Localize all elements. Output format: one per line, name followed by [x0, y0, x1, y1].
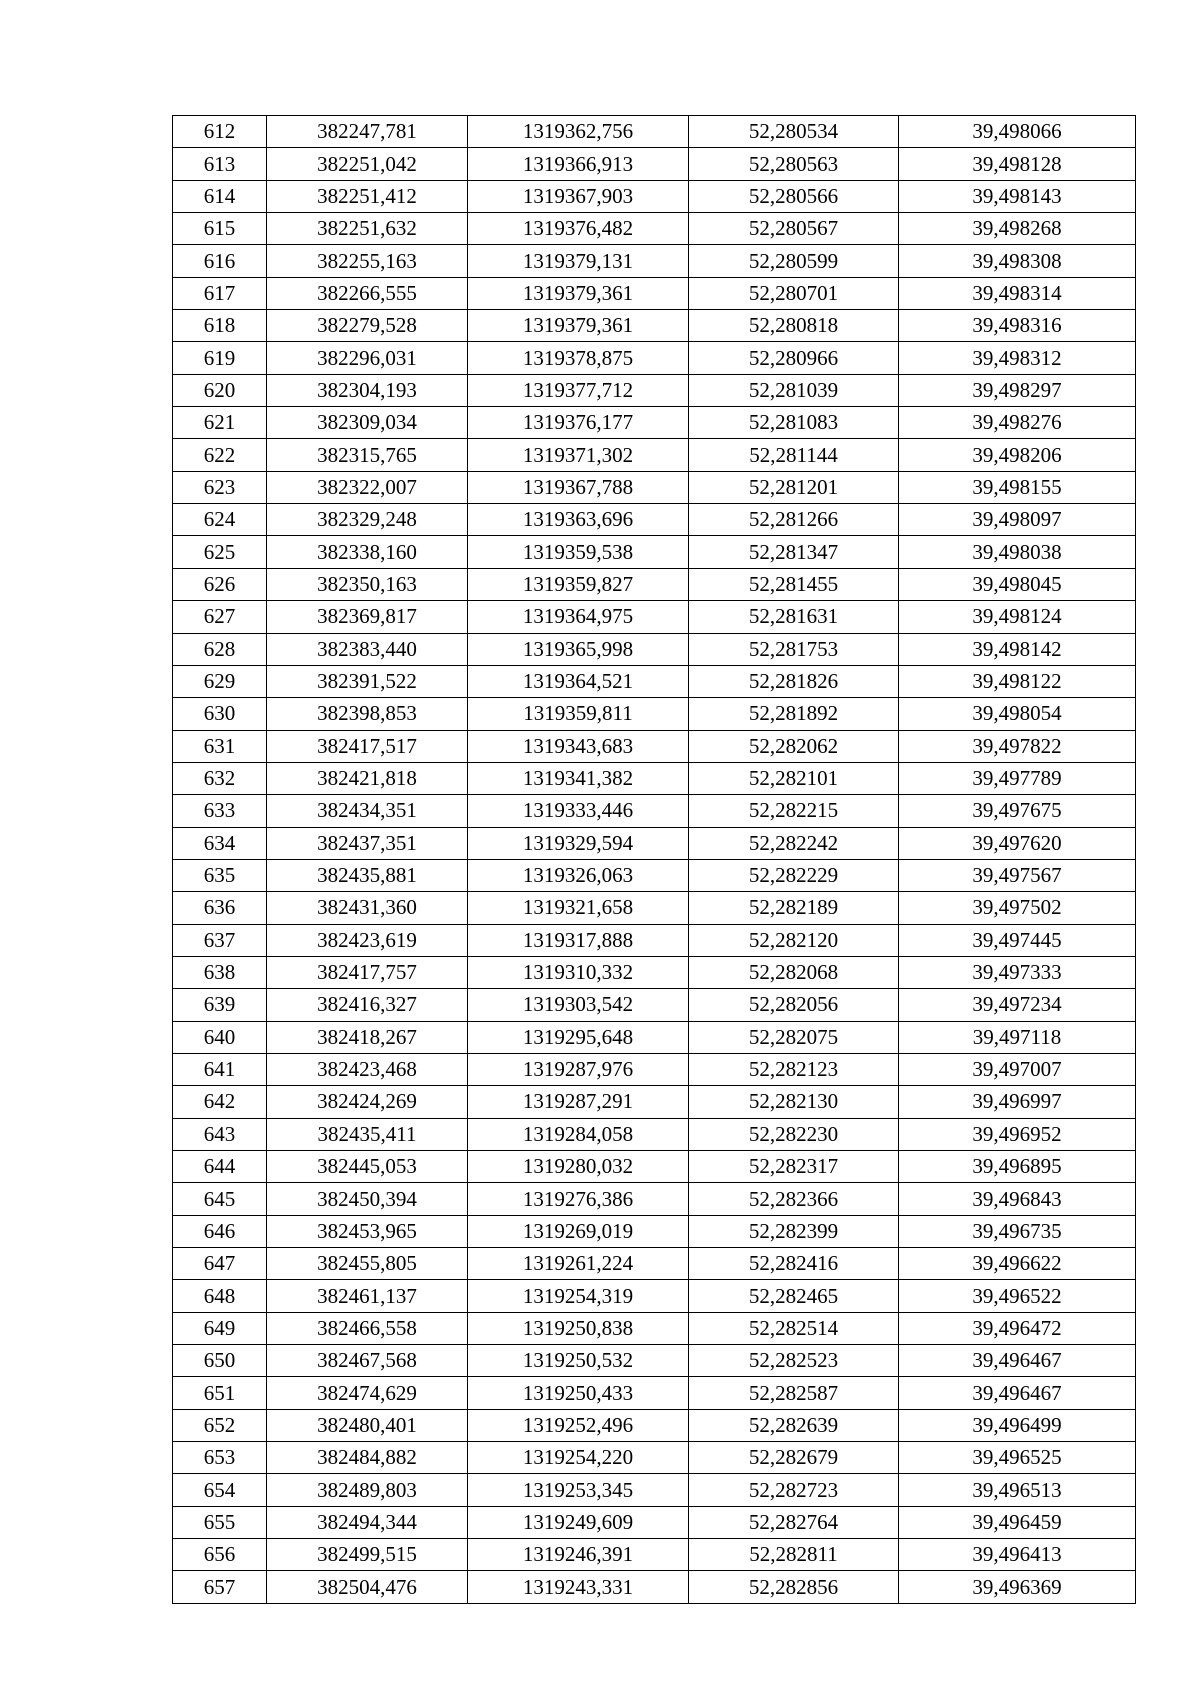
longitude-cell: 39,498066	[899, 116, 1136, 148]
latitude-cell: 52,280818	[689, 310, 899, 342]
x-coordinate-cell: 382416,327	[267, 989, 468, 1021]
longitude-cell: 39,498045	[899, 568, 1136, 600]
y-coordinate-cell: 1319365,998	[468, 633, 689, 665]
y-coordinate-cell: 1319254,319	[468, 1280, 689, 1312]
y-coordinate-cell: 1319376,177	[468, 407, 689, 439]
coordinates-table-body	[173, 116, 1136, 1604]
longitude-cell: 39,496472	[899, 1312, 1136, 1344]
x-coordinate-cell: 382423,619	[267, 924, 468, 956]
table-row	[173, 504, 1136, 536]
longitude-cell: 39,498308	[899, 245, 1136, 277]
x-coordinate-cell: 382445,053	[267, 1151, 468, 1183]
y-coordinate-cell: 1319321,658	[468, 892, 689, 924]
longitude-cell: 39,496622	[899, 1248, 1136, 1280]
latitude-cell: 52,282317	[689, 1151, 899, 1183]
table-row	[173, 116, 1136, 148]
latitude-cell: 52,282523	[689, 1345, 899, 1377]
latitude-cell: 52,280534	[689, 116, 899, 148]
table-row	[173, 536, 1136, 568]
point-number-cell: 632	[173, 762, 267, 794]
latitude-cell: 52,282679	[689, 1442, 899, 1474]
x-coordinate-cell: 382424,269	[267, 1086, 468, 1118]
y-coordinate-cell: 1319359,538	[468, 536, 689, 568]
point-number-cell: 636	[173, 892, 267, 924]
x-coordinate-cell: 382423,468	[267, 1053, 468, 1085]
x-coordinate-cell: 382453,965	[267, 1215, 468, 1247]
point-number-cell: 645	[173, 1183, 267, 1215]
point-number-cell: 637	[173, 924, 267, 956]
table-row	[173, 1474, 1136, 1506]
y-coordinate-cell: 1319371,302	[468, 439, 689, 471]
longitude-cell: 39,497822	[899, 730, 1136, 762]
x-coordinate-cell: 382309,034	[267, 407, 468, 439]
latitude-cell: 52,281083	[689, 407, 899, 439]
longitude-cell: 39,497333	[899, 956, 1136, 988]
longitude-cell: 39,497118	[899, 1021, 1136, 1053]
point-number-cell: 620	[173, 374, 267, 406]
table-row	[173, 439, 1136, 471]
table-row	[173, 795, 1136, 827]
table-row	[173, 698, 1136, 730]
x-coordinate-cell: 382251,042	[267, 148, 468, 180]
table-row	[173, 1118, 1136, 1150]
longitude-cell: 39,497789	[899, 762, 1136, 794]
longitude-cell: 39,497007	[899, 1053, 1136, 1085]
longitude-cell: 39,496499	[899, 1409, 1136, 1441]
longitude-cell: 39,497675	[899, 795, 1136, 827]
longitude-cell: 39,498124	[899, 601, 1136, 633]
y-coordinate-cell: 1319341,382	[468, 762, 689, 794]
table-row	[173, 277, 1136, 309]
x-coordinate-cell: 382247,781	[267, 116, 468, 148]
longitude-cell: 39,496513	[899, 1474, 1136, 1506]
y-coordinate-cell: 1319303,542	[468, 989, 689, 1021]
x-coordinate-cell: 382431,360	[267, 892, 468, 924]
point-number-cell: 653	[173, 1442, 267, 1474]
x-coordinate-cell: 382304,193	[267, 374, 468, 406]
x-coordinate-cell: 382450,394	[267, 1183, 468, 1215]
point-number-cell: 656	[173, 1539, 267, 1571]
point-number-cell: 626	[173, 568, 267, 600]
coordinates-table	[172, 115, 1136, 1604]
latitude-cell: 52,282230	[689, 1118, 899, 1150]
longitude-cell: 39,498143	[899, 180, 1136, 212]
y-coordinate-cell: 1319269,019	[468, 1215, 689, 1247]
table-row	[173, 1312, 1136, 1344]
latitude-cell: 52,282056	[689, 989, 899, 1021]
table-row	[173, 213, 1136, 245]
table-row	[173, 374, 1136, 406]
latitude-cell: 52,282723	[689, 1474, 899, 1506]
y-coordinate-cell: 1319376,482	[468, 213, 689, 245]
y-coordinate-cell: 1319310,332	[468, 956, 689, 988]
y-coordinate-cell: 1319261,224	[468, 1248, 689, 1280]
y-coordinate-cell: 1319276,386	[468, 1183, 689, 1215]
point-number-cell: 644	[173, 1151, 267, 1183]
latitude-cell: 52,282399	[689, 1215, 899, 1247]
longitude-cell: 39,496467	[899, 1377, 1136, 1409]
longitude-cell: 39,498054	[899, 698, 1136, 730]
y-coordinate-cell: 1319252,496	[468, 1409, 689, 1441]
longitude-cell: 39,496369	[899, 1571, 1136, 1603]
y-coordinate-cell: 1319250,532	[468, 1345, 689, 1377]
table-row	[173, 989, 1136, 1021]
x-coordinate-cell: 382435,411	[267, 1118, 468, 1150]
table-row	[173, 407, 1136, 439]
latitude-cell: 52,280566	[689, 180, 899, 212]
y-coordinate-cell: 1319246,391	[468, 1539, 689, 1571]
longitude-cell: 39,498314	[899, 277, 1136, 309]
x-coordinate-cell: 382369,817	[267, 601, 468, 633]
table-row	[173, 892, 1136, 924]
x-coordinate-cell: 382461,137	[267, 1280, 468, 1312]
table-row	[173, 1248, 1136, 1280]
longitude-cell: 39,496735	[899, 1215, 1136, 1247]
point-number-cell: 613	[173, 148, 267, 180]
x-coordinate-cell: 382484,882	[267, 1442, 468, 1474]
longitude-cell: 39,498268	[899, 213, 1136, 245]
latitude-cell: 52,281039	[689, 374, 899, 406]
table-row	[173, 1280, 1136, 1312]
table-row	[173, 180, 1136, 212]
y-coordinate-cell: 1319379,361	[468, 277, 689, 309]
point-number-cell: 633	[173, 795, 267, 827]
y-coordinate-cell: 1319364,975	[468, 601, 689, 633]
longitude-cell: 39,497620	[899, 827, 1136, 859]
x-coordinate-cell: 382279,528	[267, 310, 468, 342]
latitude-cell: 52,281753	[689, 633, 899, 665]
point-number-cell: 642	[173, 1086, 267, 1118]
y-coordinate-cell: 1319250,838	[468, 1312, 689, 1344]
point-number-cell: 615	[173, 213, 267, 245]
y-coordinate-cell: 1319362,756	[468, 116, 689, 148]
point-number-cell: 640	[173, 1021, 267, 1053]
table-row	[173, 859, 1136, 891]
point-number-cell: 612	[173, 116, 267, 148]
point-number-cell: 654	[173, 1474, 267, 1506]
point-number-cell: 625	[173, 536, 267, 568]
latitude-cell: 52,282215	[689, 795, 899, 827]
y-coordinate-cell: 1319250,433	[468, 1377, 689, 1409]
latitude-cell: 52,282130	[689, 1086, 899, 1118]
point-number-cell: 641	[173, 1053, 267, 1085]
point-number-cell: 648	[173, 1280, 267, 1312]
longitude-cell: 39,496952	[899, 1118, 1136, 1150]
point-number-cell: 650	[173, 1345, 267, 1377]
x-coordinate-cell: 382504,476	[267, 1571, 468, 1603]
point-number-cell: 629	[173, 665, 267, 697]
latitude-cell: 52,281266	[689, 504, 899, 536]
x-coordinate-cell: 382466,558	[267, 1312, 468, 1344]
table-row	[173, 1215, 1136, 1247]
table-row	[173, 568, 1136, 600]
y-coordinate-cell: 1319243,331	[468, 1571, 689, 1603]
y-coordinate-cell: 1319379,131	[468, 245, 689, 277]
table-row	[173, 827, 1136, 859]
longitude-cell: 39,496413	[899, 1539, 1136, 1571]
latitude-cell: 52,282101	[689, 762, 899, 794]
longitude-cell: 39,496522	[899, 1280, 1136, 1312]
y-coordinate-cell: 1319287,976	[468, 1053, 689, 1085]
latitude-cell: 52,281892	[689, 698, 899, 730]
y-coordinate-cell: 1319359,827	[468, 568, 689, 600]
table-row	[173, 1053, 1136, 1085]
x-coordinate-cell: 382437,351	[267, 827, 468, 859]
longitude-cell: 39,497567	[899, 859, 1136, 891]
x-coordinate-cell: 382421,818	[267, 762, 468, 794]
x-coordinate-cell: 382435,881	[267, 859, 468, 891]
x-coordinate-cell: 382255,163	[267, 245, 468, 277]
table-row	[173, 1086, 1136, 1118]
y-coordinate-cell: 1319254,220	[468, 1442, 689, 1474]
point-number-cell: 621	[173, 407, 267, 439]
y-coordinate-cell: 1319367,903	[468, 180, 689, 212]
x-coordinate-cell: 382499,515	[267, 1539, 468, 1571]
latitude-cell: 52,280599	[689, 245, 899, 277]
x-coordinate-cell: 382434,351	[267, 795, 468, 827]
x-coordinate-cell: 382418,267	[267, 1021, 468, 1053]
point-number-cell: 627	[173, 601, 267, 633]
point-number-cell: 652	[173, 1409, 267, 1441]
longitude-cell: 39,498097	[899, 504, 1136, 536]
longitude-cell: 39,496459	[899, 1506, 1136, 1538]
latitude-cell: 52,282189	[689, 892, 899, 924]
latitude-cell: 52,281144	[689, 439, 899, 471]
longitude-cell: 39,498128	[899, 148, 1136, 180]
point-number-cell: 628	[173, 633, 267, 665]
longitude-cell: 39,496467	[899, 1345, 1136, 1377]
y-coordinate-cell: 1319367,788	[468, 471, 689, 503]
table-row	[173, 1442, 1136, 1474]
point-number-cell: 639	[173, 989, 267, 1021]
table-row	[173, 471, 1136, 503]
longitude-cell: 39,498155	[899, 471, 1136, 503]
longitude-cell: 39,498142	[899, 633, 1136, 665]
y-coordinate-cell: 1319287,291	[468, 1086, 689, 1118]
table-row	[173, 633, 1136, 665]
table-row	[173, 1345, 1136, 1377]
y-coordinate-cell: 1319280,032	[468, 1151, 689, 1183]
longitude-cell: 39,498038	[899, 536, 1136, 568]
point-number-cell: 651	[173, 1377, 267, 1409]
longitude-cell: 39,498297	[899, 374, 1136, 406]
latitude-cell: 52,282514	[689, 1312, 899, 1344]
longitude-cell: 39,498312	[899, 342, 1136, 374]
latitude-cell: 52,282764	[689, 1506, 899, 1538]
y-coordinate-cell: 1319326,063	[468, 859, 689, 891]
point-number-cell: 616	[173, 245, 267, 277]
table-row	[173, 665, 1136, 697]
point-number-cell: 634	[173, 827, 267, 859]
point-number-cell: 649	[173, 1312, 267, 1344]
longitude-cell: 39,496997	[899, 1086, 1136, 1118]
latitude-cell: 52,282639	[689, 1409, 899, 1441]
x-coordinate-cell: 382251,412	[267, 180, 468, 212]
point-number-cell: 635	[173, 859, 267, 891]
longitude-cell: 39,498122	[899, 665, 1136, 697]
longitude-cell: 39,497445	[899, 924, 1136, 956]
y-coordinate-cell: 1319366,913	[468, 148, 689, 180]
x-coordinate-cell: 382315,765	[267, 439, 468, 471]
latitude-cell: 52,280701	[689, 277, 899, 309]
latitude-cell: 52,281201	[689, 471, 899, 503]
latitude-cell: 52,282075	[689, 1021, 899, 1053]
latitude-cell: 52,280966	[689, 342, 899, 374]
longitude-cell: 39,498276	[899, 407, 1136, 439]
latitude-cell: 52,281826	[689, 665, 899, 697]
y-coordinate-cell: 1319317,888	[468, 924, 689, 956]
x-coordinate-cell: 382489,803	[267, 1474, 468, 1506]
table-row	[173, 148, 1136, 180]
latitude-cell: 52,282120	[689, 924, 899, 956]
y-coordinate-cell: 1319379,361	[468, 310, 689, 342]
latitude-cell: 52,282062	[689, 730, 899, 762]
table-row	[173, 1571, 1136, 1603]
table-row	[173, 1409, 1136, 1441]
x-coordinate-cell: 382350,163	[267, 568, 468, 600]
point-number-cell: 624	[173, 504, 267, 536]
point-number-cell: 623	[173, 471, 267, 503]
latitude-cell: 52,282229	[689, 859, 899, 891]
x-coordinate-cell: 382474,629	[267, 1377, 468, 1409]
x-coordinate-cell: 382329,248	[267, 504, 468, 536]
longitude-cell: 39,496525	[899, 1442, 1136, 1474]
x-coordinate-cell: 382322,007	[267, 471, 468, 503]
point-number-cell: 646	[173, 1215, 267, 1247]
latitude-cell: 52,281347	[689, 536, 899, 568]
latitude-cell: 52,282587	[689, 1377, 899, 1409]
x-coordinate-cell: 382494,344	[267, 1506, 468, 1538]
y-coordinate-cell: 1319253,345	[468, 1474, 689, 1506]
table-row	[173, 342, 1136, 374]
latitude-cell: 52,282856	[689, 1571, 899, 1603]
point-number-cell: 638	[173, 956, 267, 988]
x-coordinate-cell: 382338,160	[267, 536, 468, 568]
point-number-cell: 617	[173, 277, 267, 309]
point-number-cell: 622	[173, 439, 267, 471]
longitude-cell: 39,497502	[899, 892, 1136, 924]
x-coordinate-cell: 382266,555	[267, 277, 468, 309]
y-coordinate-cell: 1319284,058	[468, 1118, 689, 1150]
longitude-cell: 39,498316	[899, 310, 1136, 342]
point-number-cell: 630	[173, 698, 267, 730]
y-coordinate-cell: 1319249,609	[468, 1506, 689, 1538]
point-number-cell: 647	[173, 1248, 267, 1280]
y-coordinate-cell: 1319359,811	[468, 698, 689, 730]
x-coordinate-cell: 382251,632	[267, 213, 468, 245]
point-number-cell: 618	[173, 310, 267, 342]
table-row	[173, 1183, 1136, 1215]
latitude-cell: 52,282123	[689, 1053, 899, 1085]
y-coordinate-cell: 1319295,648	[468, 1021, 689, 1053]
longitude-cell: 39,498206	[899, 439, 1136, 471]
point-number-cell: 643	[173, 1118, 267, 1150]
y-coordinate-cell: 1319329,594	[468, 827, 689, 859]
latitude-cell: 52,282366	[689, 1183, 899, 1215]
longitude-cell: 39,496895	[899, 1151, 1136, 1183]
y-coordinate-cell: 1319343,683	[468, 730, 689, 762]
y-coordinate-cell: 1319377,712	[468, 374, 689, 406]
x-coordinate-cell: 382398,853	[267, 698, 468, 730]
x-coordinate-cell: 382296,031	[267, 342, 468, 374]
x-coordinate-cell: 382391,522	[267, 665, 468, 697]
x-coordinate-cell: 382417,757	[267, 956, 468, 988]
latitude-cell: 52,282465	[689, 1280, 899, 1312]
y-coordinate-cell: 1319363,696	[468, 504, 689, 536]
y-coordinate-cell: 1319378,875	[468, 342, 689, 374]
longitude-cell: 39,496843	[899, 1183, 1136, 1215]
table-row	[173, 310, 1136, 342]
latitude-cell: 52,282416	[689, 1248, 899, 1280]
x-coordinate-cell: 382480,401	[267, 1409, 468, 1441]
y-coordinate-cell: 1319333,446	[468, 795, 689, 827]
table-row	[173, 762, 1136, 794]
point-number-cell: 614	[173, 180, 267, 212]
point-number-cell: 631	[173, 730, 267, 762]
x-coordinate-cell: 382455,805	[267, 1248, 468, 1280]
table-row	[173, 1377, 1136, 1409]
table-row	[173, 245, 1136, 277]
point-number-cell: 619	[173, 342, 267, 374]
table-row	[173, 956, 1136, 988]
table-row	[173, 601, 1136, 633]
latitude-cell: 52,281631	[689, 601, 899, 633]
table-row	[173, 730, 1136, 762]
table-row	[173, 924, 1136, 956]
point-number-cell: 655	[173, 1506, 267, 1538]
latitude-cell: 52,282811	[689, 1539, 899, 1571]
x-coordinate-cell: 382417,517	[267, 730, 468, 762]
x-coordinate-cell: 382383,440	[267, 633, 468, 665]
y-coordinate-cell: 1319364,521	[468, 665, 689, 697]
table-row	[173, 1506, 1136, 1538]
point-number-cell: 657	[173, 1571, 267, 1603]
longitude-cell: 39,497234	[899, 989, 1136, 1021]
x-coordinate-cell: 382467,568	[267, 1345, 468, 1377]
latitude-cell: 52,282242	[689, 827, 899, 859]
latitude-cell: 52,282068	[689, 956, 899, 988]
latitude-cell: 52,281455	[689, 568, 899, 600]
latitude-cell: 52,280567	[689, 213, 899, 245]
table-row	[173, 1539, 1136, 1571]
latitude-cell: 52,280563	[689, 148, 899, 180]
table-row	[173, 1151, 1136, 1183]
table-row	[173, 1021, 1136, 1053]
